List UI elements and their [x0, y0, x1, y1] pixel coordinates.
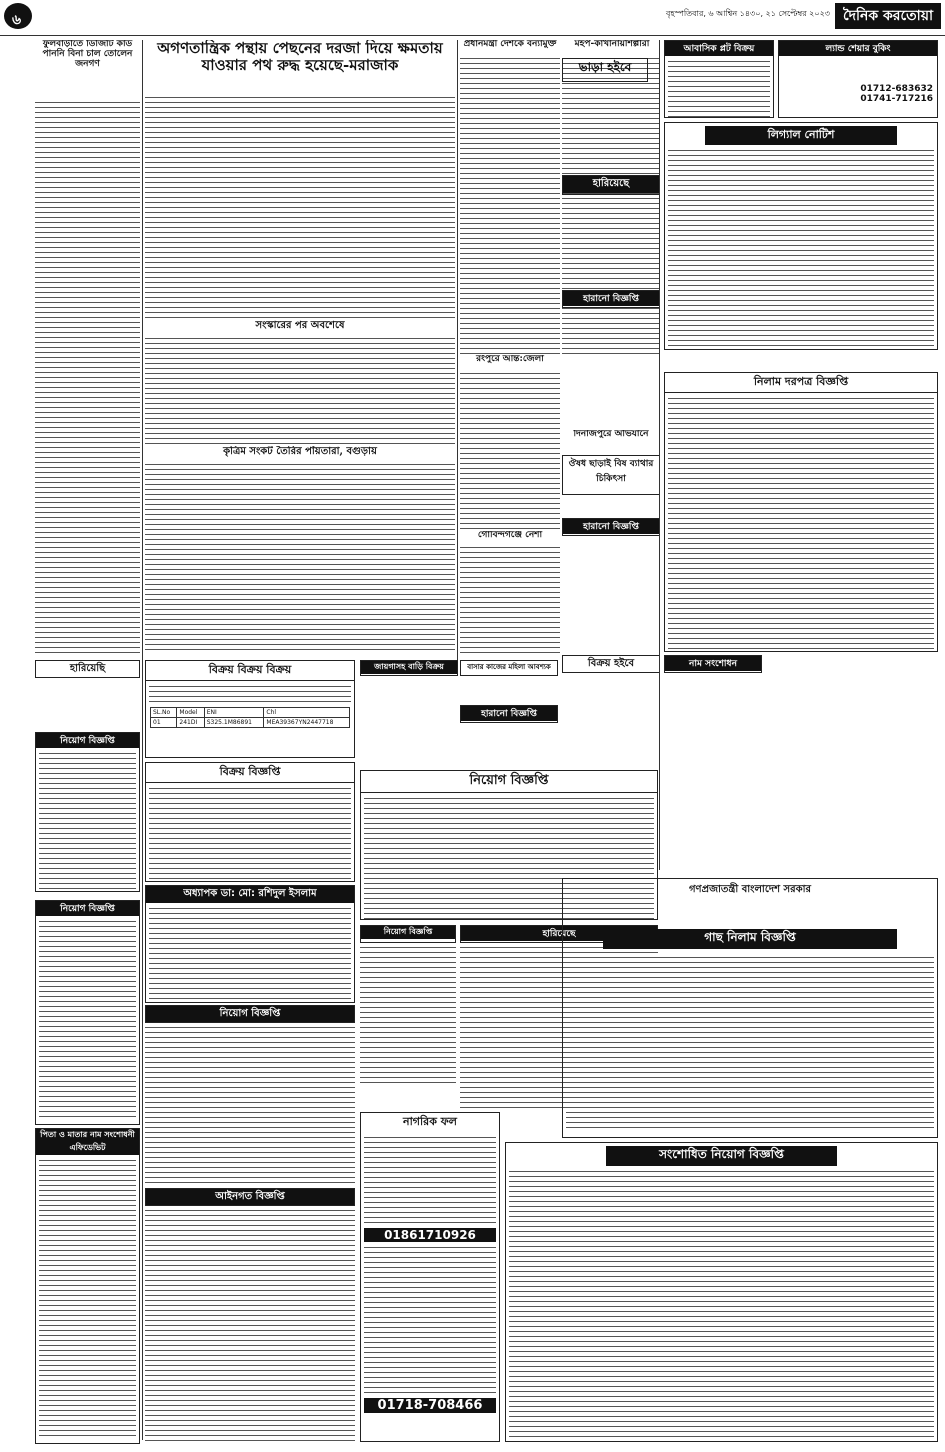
songshodhito-ad [505, 1142, 938, 1442]
bhara-title: ভাড়া হইবে [578, 60, 632, 74]
sangram-headline-text: সংস্কারের পর অবশেষে [255, 320, 345, 331]
nagorik-phone1: 01861710926 [364, 1228, 496, 1242]
hariyeche-title: হারিয়েছে [563, 176, 659, 193]
krittrim-headline-text: কৃত্রিম সংকট তৈরির পাঁয়তারা, বগুড়ায় [223, 446, 377, 457]
abasik-ad [664, 40, 774, 118]
mahfuz-headline-text: মহপ-কাখানায়শিল্পীরা [574, 40, 650, 49]
adhyaksha-ad [145, 885, 355, 1003]
haranobig-title: হারানো বিজ্ঞপ্তি [563, 291, 659, 306]
pita-mata-ad [35, 1128, 140, 1444]
pm-headline [460, 40, 560, 54]
left-headline [35, 40, 140, 100]
jaipurhat-ad [360, 660, 458, 676]
table-header: SL.No [151, 708, 177, 718]
pm-body [460, 56, 560, 356]
gobind-headline-text: গোবিন্দগঞ্জে নেশা [477, 531, 543, 540]
rangpur-headline-text: রংপুরে আন্ত:জেলা [476, 355, 544, 364]
left-article-body [35, 100, 140, 655]
page-number-badge [4, 3, 32, 29]
table-cell: MEA39367YN2447718 [264, 718, 350, 728]
bikroy-table-ad [145, 660, 355, 758]
basar-kajer-ad [460, 660, 558, 676]
abasik-title: আবাসিক প্লট বিক্রয় [665, 41, 773, 56]
ainagoto-ad [145, 1188, 355, 1206]
adhyaksha-title: অধ্যাপক ডা: মো: রশিদুল ইসলাম [146, 886, 354, 903]
legal-notice-ad [664, 122, 938, 350]
nilam-title: নিলাম দরপত্র বিজ্ঞপ্তি [665, 373, 937, 393]
niyog-mid-body [145, 1025, 355, 1185]
niyog-small-body [360, 945, 456, 1085]
gobind-body [460, 545, 560, 655]
niyog-left2-title: নিয়োগ বিজ্ঞপ্তি [36, 733, 139, 748]
nagorik-phone2: 01718-708466 [364, 1398, 496, 1413]
gobind-headline [460, 531, 560, 543]
krittrim-headline [145, 446, 455, 460]
left-headline-text: ফুলবাড়ীতে ডিজিটি কার্ড পাননি বিনা চাল তোলেন জনগণ [42, 40, 133, 69]
krittrim-body [145, 462, 455, 652]
niyog-small-ad [360, 925, 456, 943]
ainagoto-body [145, 1208, 355, 1444]
hariyeche2-title: হারিয়েছে [461, 926, 657, 941]
page-number: ৬ [12, 12, 22, 28]
nilam-ad [664, 372, 938, 652]
ainagoto-title: আইনগত বিজ্ঞপ্তি [146, 1189, 354, 1206]
gachh-nilam-title: গাছ নিলাম বিজ্ঞপ্তি [603, 929, 897, 949]
bikroy-table [150, 707, 350, 728]
lead-article-body [145, 95, 455, 320]
bikroy-table-title: বিক্রয় বিক্রয় বিক্রয় [146, 661, 354, 681]
niyog-center-title: নিয়োগ বিজ্ঞপ্তি [361, 771, 657, 793]
bikroy-biggopti-title: বিক্রয় বিজ্ঞপ্তি [146, 763, 354, 783]
table-cell: 241DI [177, 718, 204, 728]
oushod-title: ঔষধ ছাড়াই বিষ ব্যাথার চিকিৎসা [568, 459, 654, 484]
land-share-title: ল্যান্ড শেয়ার বুকিং [779, 41, 937, 56]
nam-songshodhon-title: নাম সংশোধন [665, 656, 761, 671]
haranobig2-title: হারানো বিজ্ঞপ্তি [563, 519, 659, 534]
nagorik-title: নাগরিক ফল [403, 1115, 457, 1128]
lead-headline-text: অগণতান্ত্রিক পন্থায় পেছনের দরজা দিয়ে ক্ষমতায় যাওয়ার পথ রুদ্ধ হয়েছে-মরাজাক [157, 40, 443, 74]
niyog-left-ad [35, 660, 140, 678]
bhara-ad [562, 58, 648, 82]
songshodhito-title: সংশোধিত নিয়োগ বিজ্ঞপ্তি [606, 1146, 837, 1166]
nagorik-ad [360, 1112, 500, 1442]
niyog-left3-ad [35, 900, 140, 1125]
table-header: Chl [264, 708, 350, 718]
newspaper-logo: দৈনিক করতোয়া [835, 3, 941, 29]
oushod-ad [562, 455, 660, 495]
table-cell: S325.1M86891 [204, 718, 264, 728]
niyog-small-title: নিয়োগ বিজ্ঞপ্তি [361, 926, 455, 939]
niyog-left2-ad [35, 732, 140, 892]
masthead [0, 0, 945, 34]
mahfuz-headline [562, 40, 662, 54]
bikroy-hobe-ad [562, 655, 660, 673]
land-share-phone: 01712-683632 01741-717216 [860, 84, 933, 104]
bikroy-hobe-title: বিক্রয় হইবে [587, 658, 635, 669]
gonoprojatontri-title: গণপ্রজাতন্ত্রী বাংলাদেশ সরকার [689, 884, 811, 895]
niyog-mid-title: নিয়োগ বিজ্ঞপ্তি [146, 1006, 354, 1023]
haranobig-ad [562, 290, 660, 308]
dinaj-headline-text: দিনাজপুরে অভিযানে [573, 430, 649, 439]
rangpur-headline [460, 355, 560, 369]
basar-kajer-title: বাসার কাজের মহিলা আবশ্যক [467, 663, 551, 671]
lead-headline [145, 40, 455, 95]
niyog-left-title: হারিয়েছি [69, 663, 106, 674]
table-header: Model [177, 708, 204, 718]
bikroy-biggopti-ad [145, 762, 355, 882]
mahfuz-body [562, 56, 660, 356]
table-header: ENI [204, 708, 264, 718]
haranobig3-title: হারানো বিজ্ঞপ্তি [461, 706, 557, 721]
pita-mata-title: পিতা ও মাতার নাম সংশোধনী এফিডেভিট [36, 1129, 139, 1155]
sangram-body [145, 336, 455, 446]
pm-headline-text: প্রধানমন্ত্রী দেশকে বন্যামুক্ত [463, 40, 557, 49]
date-line: বৃহস্পতিবার, ৬ আশ্বিন ১৪৩০, ২১ সেপ্টেম্বর ২০২৩ [666, 9, 830, 18]
niyog-mid-ad [145, 1005, 355, 1023]
gachh-nilam-ad [562, 878, 938, 1138]
jaipurhat-title: জায়গাসহ বাড়ি বিক্রয় [361, 661, 457, 674]
legal-notice-title: লিগ্যাল নোটিশ [705, 126, 897, 145]
table-cell: 01 [151, 718, 177, 728]
rangpur-body [460, 371, 560, 531]
dinaj-headline [562, 430, 660, 442]
haranobig3-ad [460, 705, 558, 723]
land-share-ad [778, 40, 938, 118]
sangram-headline [145, 320, 455, 334]
hariyeche-ad [562, 175, 660, 195]
niyog-left3-title: নিয়োগ বিজ্ঞপ্তি [36, 901, 139, 916]
haranobig2-ad [562, 518, 660, 536]
nam-songshodhon-ad [664, 655, 762, 673]
